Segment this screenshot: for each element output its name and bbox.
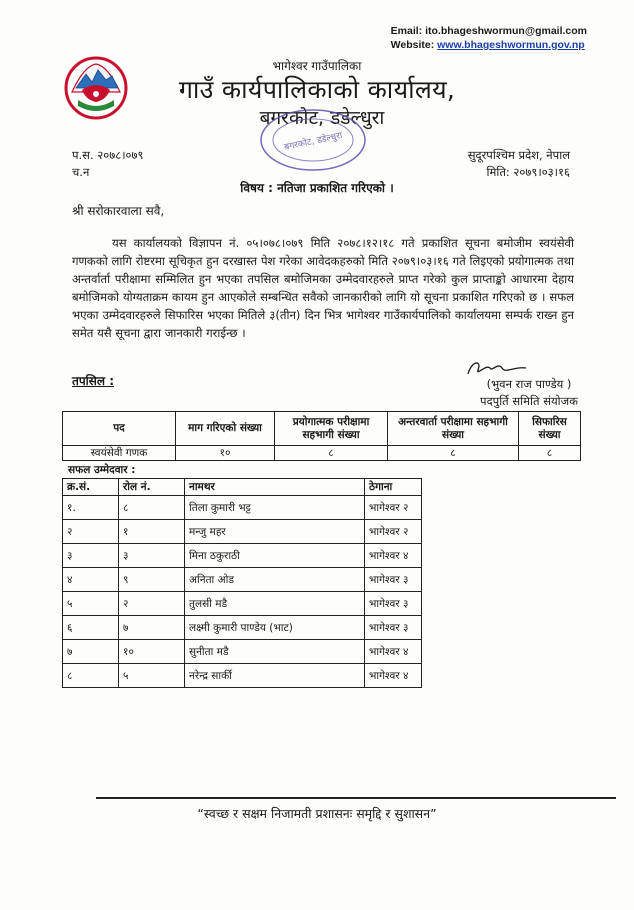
candidates-header-row <box>63 479 422 496</box>
name-cell: तुलसी मडै <box>185 592 365 616</box>
summary-cell: ८ <box>388 446 519 461</box>
name-cell: नरेन्द्र सार्की <box>185 664 365 688</box>
address-cell: भागेश्वर ३ <box>365 616 422 640</box>
address-cell: भागेश्वर ४ <box>365 664 422 688</box>
email-label: Email: <box>390 25 423 37</box>
address-cell: भागेश्वर ३ <box>365 592 422 616</box>
roll-cell: १० <box>119 640 185 664</box>
website-label: Website: <box>390 39 435 51</box>
serial-cell: १. <box>63 496 119 520</box>
summary-cell: ८ <box>275 446 388 461</box>
province-block <box>468 147 570 181</box>
table-row <box>63 592 422 616</box>
summary-table <box>62 411 581 461</box>
salutation: श्री सरोकारवाला सवै, <box>72 204 165 218</box>
roll-cell: २ <box>119 592 185 616</box>
notice-body: यस कार्यालयको विज्ञापन नं. ०५।०७८।०७९ मिति २०७८।१२।१८ गते प्रकाशित सूचना बमोजीम स्वयंसेवी गणकको लागि रोष्टरमा सूचिकृत हुन दरखास्त पेश गरेका आवेदकहरुको मिति २०७९।०३।१६ गते लिइएको प्रयोगात्मक तथा अन्तर्वार्ता परीक्षामा सम्मिलित हुन भएका तपसिल बमोजिमका उम्मेदवारहरुले प्राप्त गरेको कुल प्राप्ताङ्को आधारमा देहाय बमोजिमको योग्यताक्रम कायम हुन आएकोले सम्बन्धित सवैको जानकारीको लागि यो सूचना प्रकाशित गरिएको छ । सफल भएका उम्मेदवारहरुले सिफारिस भएका मितिले ३(तीन) दिन भित्र भागेश्वर गाउँकार्यपालिको कार्यालयमा सम्पर्क राख्न हुन समेत यसै सूचना द्वारा जानकारी गराईन्छ । <box>72 236 575 340</box>
address-cell: भागेश्वर ४ <box>365 544 422 568</box>
serial-cell: ८ <box>63 664 119 688</box>
address-cell: भागेश्वर २ <box>365 520 422 544</box>
reference-number: प.स. २०७८।०७९ <box>72 148 144 162</box>
table-row <box>63 544 422 568</box>
website-link[interactable]: www.bhageshwormun.gov.np <box>437 39 585 51</box>
name-cell: मन्जु महर <box>185 520 365 544</box>
roll-cell: ३ <box>119 544 185 568</box>
stamp-text: बगरकोट, डडेल्धुरा <box>283 130 344 153</box>
name-cell: सुनीता मडै <box>185 640 365 664</box>
address-cell: भागेश्वर २ <box>365 496 422 520</box>
summary-cell: स्वयंसेवी गणक <box>63 446 176 461</box>
letter-date: मिति: २०७९।०३।१६ <box>486 165 570 179</box>
summary-header: सिफारिस संख्या <box>519 412 581 446</box>
roll-cell: ७ <box>119 616 185 640</box>
office-title: गाउँ कार्यपालिकाको कार्यालय, <box>178 75 456 104</box>
summary-cell: ८ <box>519 446 581 461</box>
serial-cell: ५ <box>63 592 119 616</box>
office-location: बगरकोट, डडेल्धुरा <box>259 107 385 129</box>
roll-cell: ९ <box>119 568 185 592</box>
serial-cell: ७ <box>63 640 119 664</box>
summary-header-row <box>63 412 581 446</box>
contact-block <box>391 24 587 52</box>
email-address[interactable]: ito.bhageshwormun@gmail.com <box>425 25 587 37</box>
municipality-name: भागेश्वर गाउँपालिका <box>272 59 362 73</box>
name-cell: मिना ठकुराठी <box>185 544 365 568</box>
candidates-header: नामथर <box>185 479 365 496</box>
signer-name: (भुवन राज पाण्डेय ) <box>486 377 572 391</box>
table-row <box>63 616 422 640</box>
summary-header: माग गरिएको संख्या <box>176 412 275 446</box>
serial-cell: ६ <box>63 616 119 640</box>
roll-cell: १ <box>119 520 185 544</box>
roll-cell: ८ <box>119 496 185 520</box>
success-label: सफल उम्मेदवार : <box>68 464 136 476</box>
province-name: सुदूरपश्चिम प्रदेश, नेपाल <box>467 148 570 162</box>
address-cell: भागेश्वर ४ <box>365 640 422 664</box>
table-row <box>63 520 422 544</box>
summary-row <box>63 446 581 461</box>
summary-cell: १० <box>176 446 275 461</box>
attachment-label: तपसिल : <box>72 374 114 388</box>
dispatch-number: च.न <box>72 165 90 179</box>
subject-line: विषय : नतिजा प्रकाशित गरिएको । <box>240 181 394 195</box>
name-cell: तिला कुमारी भट्ट <box>185 496 365 520</box>
candidates-header: क्र.सं. <box>63 479 119 496</box>
office-stamp-icon <box>248 104 378 176</box>
candidates-table <box>62 478 422 688</box>
candidates-header: ठेगाना <box>365 479 422 496</box>
signer-block <box>480 376 578 410</box>
table-row <box>63 664 422 688</box>
table-row <box>63 568 422 592</box>
summary-header: अन्तरवार्ता परीक्षामा सहभागी संख्या <box>388 412 519 446</box>
address-cell: भागेश्वर ३ <box>365 568 422 592</box>
serial-cell: ४ <box>63 568 119 592</box>
candidates-header: रोल नं. <box>119 479 185 496</box>
name-cell: लक्ष्मी कुमारी पाण्डेय (भाट) <box>185 616 365 640</box>
signer-title: पदपुर्ति समिति संयोजक <box>480 394 578 408</box>
reference-block <box>72 147 144 181</box>
footer-motto: “स्वच्छ र सक्षम निजामती प्रशासनः समृद्दि र सुशासन” <box>197 806 437 821</box>
name-cell: अनिता ओड <box>185 568 365 592</box>
table-row <box>63 496 422 520</box>
serial-cell: २ <box>63 520 119 544</box>
summary-header: प्रयोगात्मक परीक्षामा सहभागी संख्या <box>275 412 388 446</box>
footer-divider <box>96 797 616 799</box>
summary-header: पद <box>63 412 176 446</box>
roll-cell: ५ <box>119 664 185 688</box>
serial-cell: ३ <box>63 544 119 568</box>
table-row <box>63 640 422 664</box>
